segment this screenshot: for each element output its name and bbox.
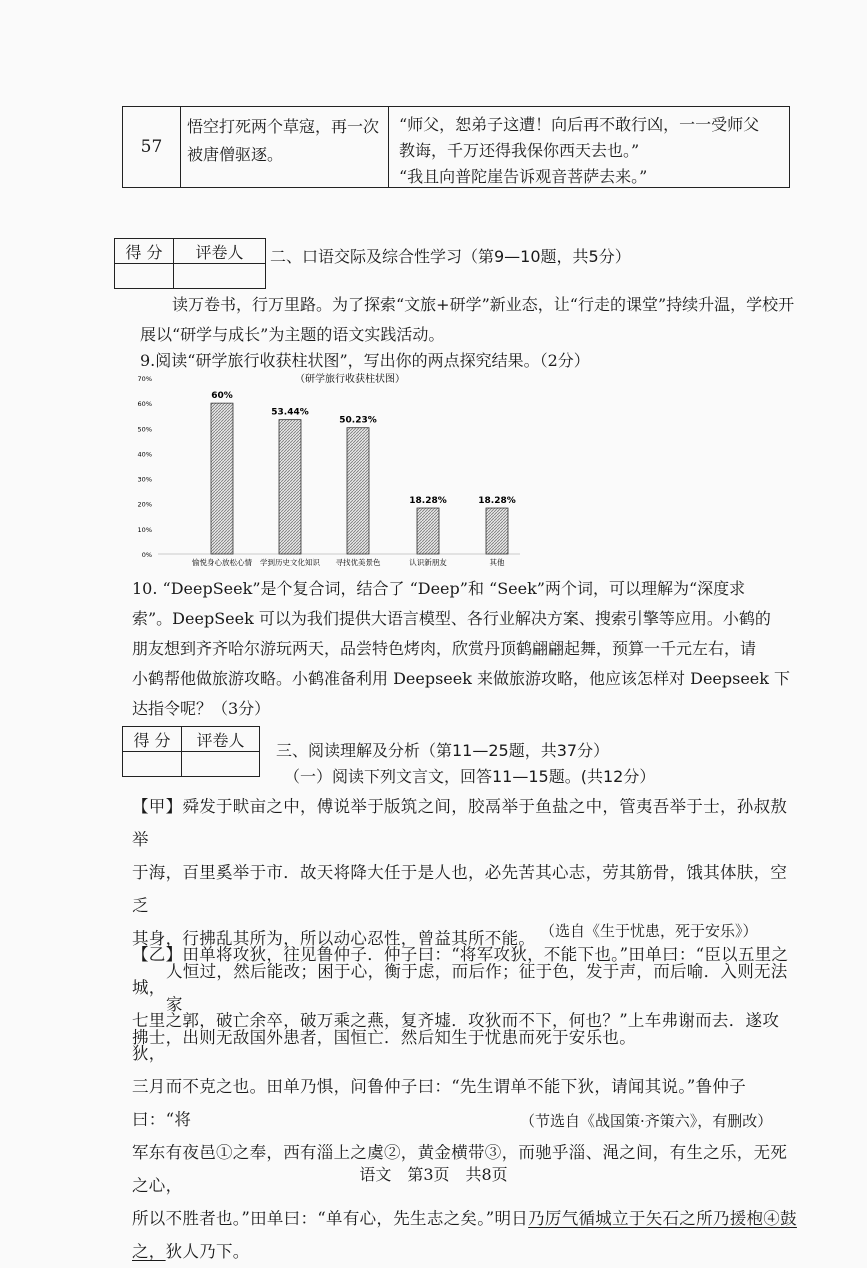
bar [486, 508, 508, 554]
y-tick-label: 20% [137, 500, 152, 509]
passage-line: 七里之郭，破亡余卒，破万乘之燕，复齐墟．攻狄而不下，何也？”上车弗谢而去．遂攻狄， [132, 1011, 780, 1063]
y-tick-label: 10% [137, 525, 152, 534]
section-2-title: 二、口语交际及综合性学习（第9—10题，共5分） [270, 247, 631, 266]
bar [211, 403, 233, 554]
passage-line [132, 1202, 797, 1235]
y-tick-label: 50% [137, 425, 152, 434]
y-tick-label: 70% [137, 375, 152, 383]
bar [417, 508, 439, 554]
score-label: 得 分 [123, 727, 182, 752]
bar-value-label: 18.28% [409, 496, 447, 507]
research-trip-bar-chart [137, 368, 540, 568]
q10-line: 10. “DeepSeek”是个复合词，结合了 “Deep”和 “Seek”两个词，可以理解为“深度求 [132, 579, 746, 598]
passage-yi [132, 938, 797, 1268]
question-10 [132, 574, 797, 724]
x-tick-label: 愉悦身心放松心情 [192, 558, 252, 567]
passage-line: 【甲】舜发于畎亩之中，傅说举于版筑之间，胶鬲举于鱼盐之中，管夷吾举于士，孙叔敖举 [132, 797, 788, 849]
table-row-57 [122, 106, 790, 188]
passage-text: 狄人乃下。 [165, 1242, 250, 1261]
q10-line: 达指令呢？（3分） [132, 699, 271, 718]
row-quotes [389, 107, 789, 187]
quote-line: “我且向普陀崖告诉观音菩萨去来。” [399, 167, 648, 186]
q10-line: 小鹤帮他做旅游攻略。小鹤准备利用 Deepseek 来做旅游攻略，他应该怎样对 Deepseek 下 [132, 669, 791, 688]
bar-value-label: 18.28% [478, 496, 516, 507]
underlined-sentence: 乃厉气循城立于矢石之所乃援枹④鼓 [528, 1209, 797, 1228]
y-tick-label: 40% [137, 450, 152, 459]
quote-line: “师父，恕弟子这遭！向后再不敢行凶，一一受师父 [399, 115, 760, 134]
quote-line: 教诲，千万还得我保你西天去也。” [399, 141, 640, 160]
grader-cell[interactable] [182, 752, 260, 777]
bar-value-label: 53.44% [271, 407, 309, 418]
y-tick-label: 60% [137, 400, 152, 409]
bar-value-label: 60% [211, 391, 233, 402]
section-2-intro: 读万卷书，行万里路。为了探索“文旅+研学”新业态，让“行走的课堂”持续升温，学校开展以“研学与成长”为主题的语文实践活动。 [140, 295, 795, 344]
bar [347, 428, 369, 554]
question-9: 9.阅读“研学旅行收获柱状图”，写出你的两点探究结果。（2分） [140, 351, 590, 370]
row-event: 悟空打死两个草寇，再一次被唐僧驱逐。 [181, 107, 389, 187]
passage-line: 军东有夜邑①之奉，西有淄上之虞②，黄金横带③，而驰乎淄、渑之间，有生之乐，无死之心， [132, 1143, 788, 1195]
score-box [122, 726, 260, 777]
y-tick-label: 30% [137, 475, 152, 484]
grader-label: 评卷人 [182, 727, 260, 752]
x-tick-label: 寻找优美景色 [335, 558, 381, 567]
passage-text: 所以不胜者也。”田单曰：“单有心，先生志之矣。”明日 [132, 1209, 529, 1228]
bar-value-label: 50.23% [339, 415, 377, 426]
passage-line: 其身，行拂乱其所为，所以动心忍性，曾益其所不能。 [132, 929, 536, 948]
y-tick-label: 0% [141, 551, 152, 559]
grader-cell[interactable] [174, 264, 266, 289]
passage-line: 拂士，出则无敌国外患者，国恒亡．然后知生于忧患而死于安乐也。 [132, 1028, 636, 1047]
grader-label: 评卷人 [174, 239, 266, 264]
passage-line: 于海，百里奚举于市．故天将降大任于是人也，必先苦其心志，劳其筋骨，饿其体肤，空乏 [132, 863, 788, 915]
q10-line: 索”。DeepSeek 可以为我们提供大语言模型、各行业解决方案、搜索引擎等应用。小鹤的 [132, 609, 771, 628]
passage-line [132, 1235, 797, 1268]
underlined-sentence-end: 之， [132, 1242, 166, 1261]
chart-title: （研学旅行收获柱状图） [295, 374, 405, 385]
x-tick-label: 认识新朋友 [409, 558, 447, 567]
page-footer: 语文 第3页 共8页 [359, 1165, 508, 1184]
x-tick-label: 学到历史文化知识 [260, 558, 320, 567]
passage-jia-source: （选自《生于忧患，死于安乐》） [540, 922, 758, 940]
score-cell[interactable] [115, 264, 174, 289]
score-cell[interactable] [123, 752, 182, 777]
q10-line: 朋友想到齐齐哈尔游玩两天，品尝特色烤肉，欣赏丹顶鹤翩翩起舞，预算一千元左右，请 [132, 639, 757, 658]
score-label: 得 分 [115, 239, 174, 264]
score-box [114, 238, 266, 289]
passage-line: 三月而不克之也。田单乃惧，问鲁仲子曰：“先生谓单不能下狄，请闻其说。”鲁仲子曰：“将 [132, 1077, 747, 1129]
section-3-title: 三、阅读理解及分析（第11—25题，共37分） [276, 741, 610, 760]
passage-line: 【乙】田单将攻狄，往见鲁仲子．仲子曰：“将军攻狄，不能下也。”田单曰：“臣以五里之城， [132, 945, 789, 997]
passage-yi-source: （节选自《战国策·齐策六》，有删改） [520, 1112, 773, 1130]
bar [279, 420, 301, 554]
section-3-subtitle: （一）阅读下列文言文，回答11—15题。(共12分） [284, 767, 656, 786]
x-tick-label: 其他 [489, 558, 505, 567]
row-number: 57 [123, 107, 181, 187]
passage-line: 人恒过，然后能改；困于心，衡于虑，而后作；征于色，发于声，而后喻．入则无法家 [166, 962, 788, 1014]
